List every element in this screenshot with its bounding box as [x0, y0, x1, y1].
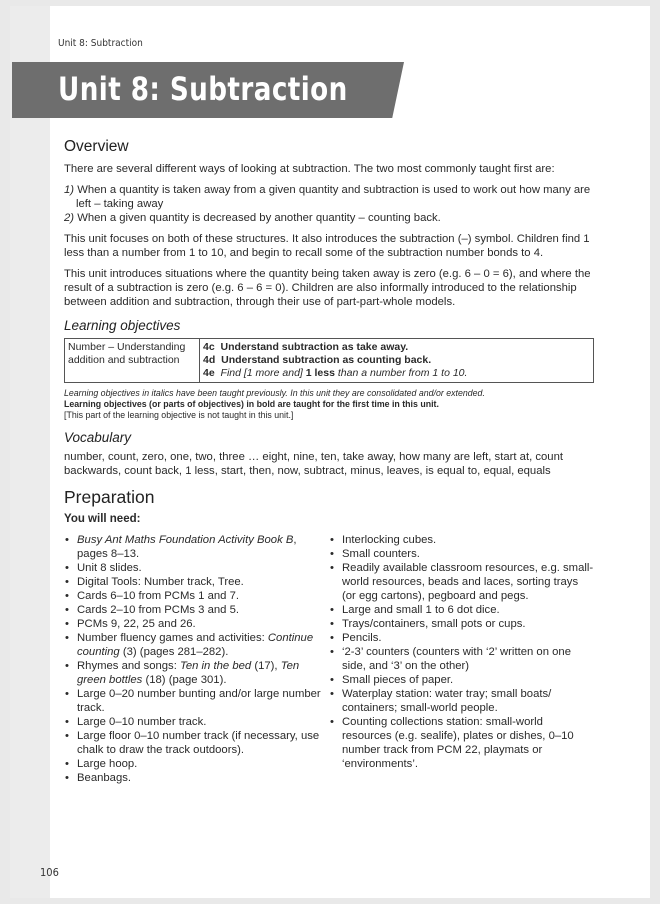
overview-heading: Overview: [64, 138, 129, 155]
overview-list: [64, 183, 594, 225]
vocabulary-heading: Vocabulary: [64, 430, 132, 445]
list-item: • Beanbags.: [64, 771, 329, 785]
resources-right-column: [329, 533, 594, 785]
overview-paragraph: This unit introduces situations where the quantity being taken away is zero (e.g. 6 – 0 = 6), and where the result of a subtraction is zero (e.g. 6 – 6 = 0). Children are also informally introduced to the relationship between addition and subtraction, through their use of part-part-whole models.: [64, 268, 591, 308]
overview-intro: There are several different ways of looking at subtraction. The two most commonly taught first are:: [64, 163, 555, 175]
list-item: • Busy Ant Maths Foundation Activity Book B, pages 8–13.: [64, 533, 329, 561]
list-item: • Counting collections station: small-world resources (e.g. sealife), plates or dishes, 0–10 number track from PCM 22, playmats or ‘environments’.: [329, 715, 594, 771]
overview-section: [64, 140, 594, 309]
list-item: • Large 0–20 number bunting and/or large number track.: [64, 687, 329, 715]
list-item: • Rhymes and songs: Ten in the bed (17), Ten green bottles (18) (page 301).: [64, 659, 329, 687]
list-item: • Small counters.: [329, 547, 594, 561]
main-content: [64, 140, 594, 785]
list-item: 1) When a quantity is taken away from a given quantity and subtraction is used to work out how many are left – taking away: [64, 184, 591, 210]
list-item: • Number fluency games and activities: Continue counting (3) (pages 281–282).: [64, 631, 329, 659]
objective: 4d Understand subtraction as counting back.: [203, 354, 432, 366]
list-item: • Large floor 0–10 number track (if necessary, use chalk to draw the track outdoors).: [64, 729, 329, 757]
page-title: Unit 8: Subtraction: [58, 70, 348, 108]
running-head: Unit 8: Subtraction: [58, 38, 143, 49]
list-item: • Large and small 1 to 6 dot dice.: [329, 603, 594, 617]
list-item: • Cards 6–10 from PCMs 1 and 7.: [64, 589, 329, 603]
learning-objectives-section: [64, 319, 594, 421]
list-item: • Unit 8 slides.: [64, 561, 329, 575]
vocabulary-text: number, count, zero, one, two, three … eight, nine, ten, take away, how many are left, start at, count backwards, count back, 1 less, start, then, now, subtract, minus, leaves, is equal to, equal, equals: [64, 451, 564, 477]
list-item: • Cards 2–10 from PCMs 3 and 5.: [64, 603, 329, 617]
vocabulary-section: [64, 431, 594, 478]
list-item: • ‘2-3’ counters (counters with ‘2’ written on one side, and ‘3’ on the other): [329, 645, 594, 673]
objective: 4c Understand subtraction as take away.: [203, 341, 409, 353]
list-item: • Small pieces of paper.: [329, 673, 594, 687]
objectives-strand: Number – Understanding addition and subtraction: [65, 339, 200, 383]
objective: 4e Find [1 more and] 1 less than a number from 1 to 10.: [203, 367, 468, 379]
list-item: • Trays/containers, small pots or cups.: [329, 617, 594, 631]
objectives-list: [200, 339, 594, 383]
page-number: 106: [40, 866, 59, 879]
resources-left-column: [64, 533, 329, 785]
list-item: 2) When a given quantity is decreased by another quantity – counting back.: [64, 212, 441, 224]
list-item: • Waterplay station: water tray; small boats/ containers; small-world people.: [329, 687, 594, 715]
page-gutter: [10, 6, 50, 898]
list-item: • Readily available classroom resources, e.g. small-world resources, beads and laces, sorting trays (or egg cartons), pegboard and pegs.: [329, 561, 594, 603]
preparation-section: [64, 487, 594, 785]
you-will-need-label: You will need:: [64, 513, 141, 525]
list-item: • Large hoop.: [64, 757, 329, 771]
list-item: • Large 0–10 number track.: [64, 715, 329, 729]
list-item: • Pencils.: [329, 631, 594, 645]
objectives-table: [64, 338, 594, 383]
list-item: • PCMs 9, 22, 25 and 26.: [64, 617, 329, 631]
list-item: • Digital Tools: Number track, Tree.: [64, 575, 329, 589]
learning-objectives-heading: Learning objectives: [64, 318, 181, 333]
preparation-heading: Preparation: [64, 487, 155, 507]
overview-paragraph: This unit focuses on both of these structures. It also introduces the subtraction (–) symbol. Children find 1 less than a number from 1 to 10, and begin to recall some of the subtraction number bonds to 4.: [64, 233, 590, 259]
list-item: • Interlocking cubes.: [329, 533, 594, 547]
objectives-key: Learning objectives in italics have been taught previously. In this unit they are consolidated and/or extended. Learning objectives (or parts of objectives) in bold are taught for the first time in this unit. [This part of the learning objective is not taught in this unit.]: [64, 388, 485, 420]
